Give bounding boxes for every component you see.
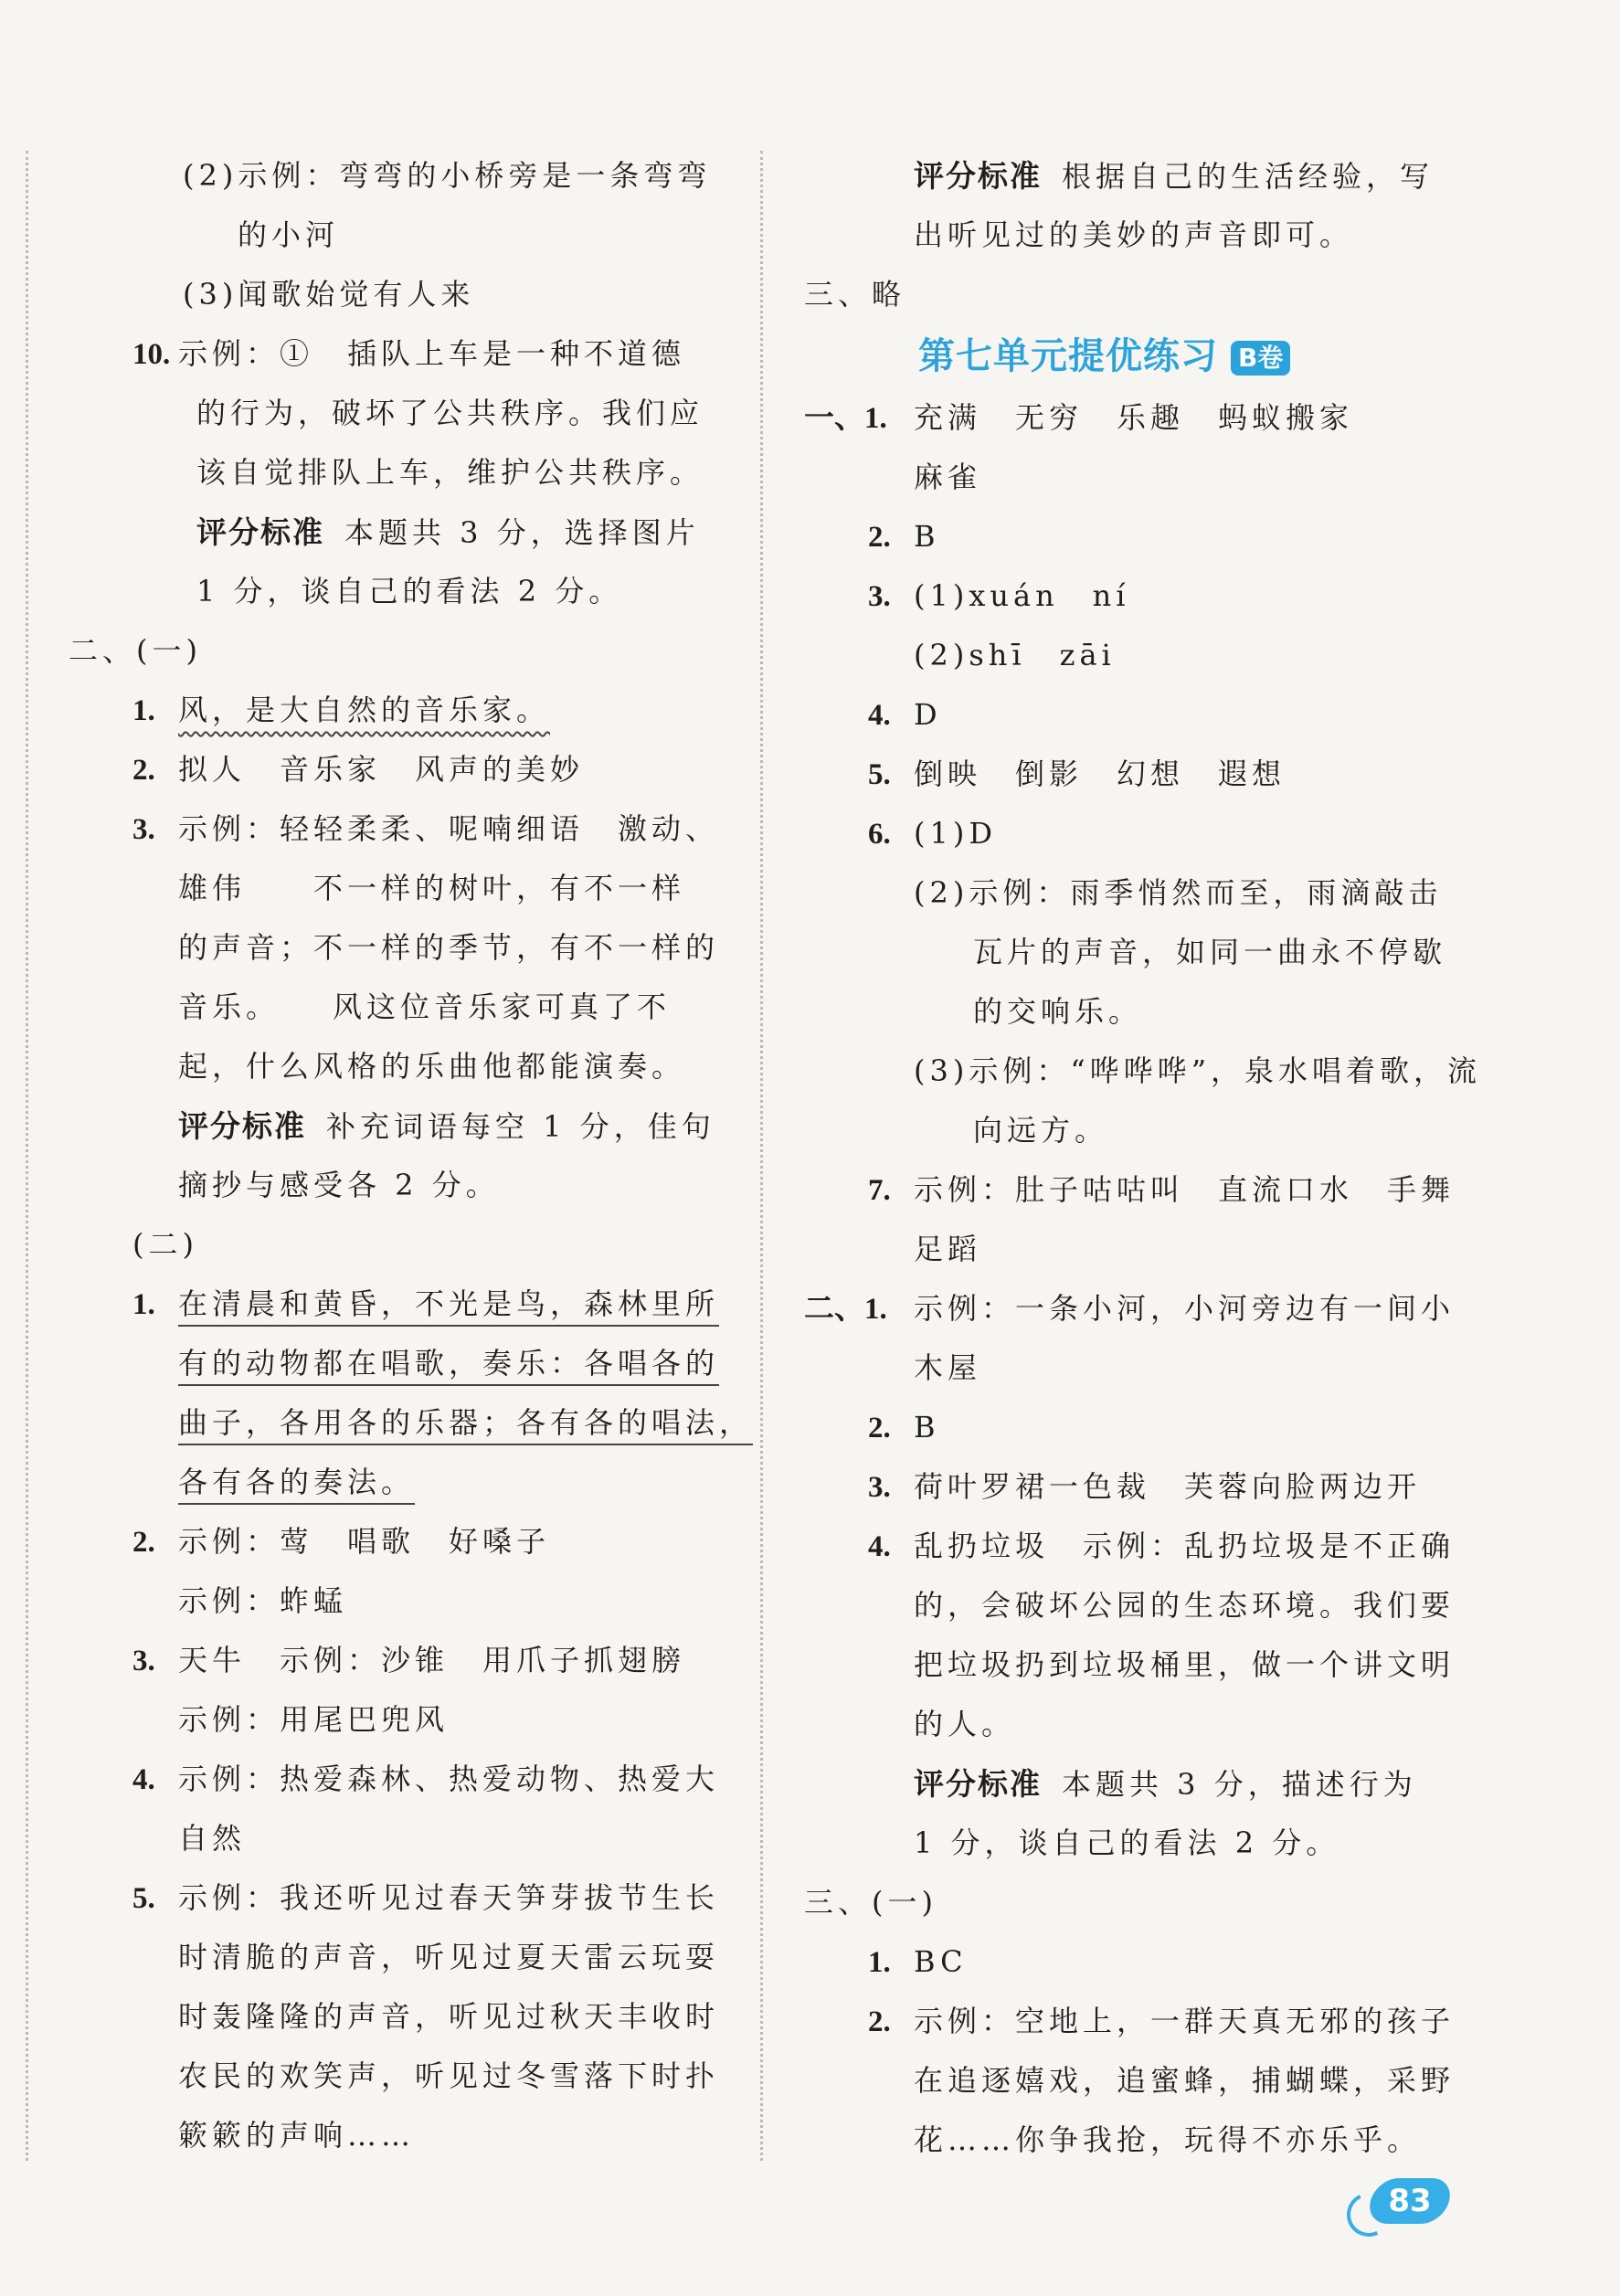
answer-text: 荷叶罗裙一色裁 芙蓉向脸两边开 xyxy=(914,1469,1422,1504)
answer-text: 农民的欢笑声，听见过冬雪落下时扑 xyxy=(178,2058,720,2093)
question-number: 2. xyxy=(868,1412,891,1444)
answer-line xyxy=(69,621,726,681)
answer-line xyxy=(69,206,726,265)
answer-text: 的交响乐。 xyxy=(973,994,1143,1029)
answer-line xyxy=(69,1809,726,1868)
answer-line xyxy=(69,1690,726,1750)
answer-line xyxy=(69,1275,726,1334)
answer-text: 三、(一) xyxy=(804,1885,937,1920)
answer-line xyxy=(804,626,1562,685)
question-number: 5. xyxy=(132,1882,155,1915)
answer-text: 本题共 3 分，选择图片 xyxy=(344,515,700,550)
answer-text: 木屋 xyxy=(914,1350,982,1385)
answer-text: 瓦片的声音，如同一曲永不停歇 xyxy=(973,935,1447,969)
answer-text: 花……你争我抢，玩得不亦乐乎。 xyxy=(914,2122,1422,2157)
answer-line xyxy=(804,745,1562,804)
answer-line xyxy=(804,448,1562,507)
answer-line xyxy=(69,503,726,562)
answer-text: 示例：空地上，一群天真无邪的孩子 xyxy=(914,2004,1456,2038)
answer-line xyxy=(69,2106,726,2165)
answer-line xyxy=(804,2051,1562,2111)
answer-text: 的小河 xyxy=(238,217,340,252)
page-number-badge xyxy=(1343,2174,1453,2231)
wavy-underlined-answer: 风，是大自然的音乐家。 xyxy=(178,693,551,727)
answer-text: 足蹈 xyxy=(914,1232,982,1266)
answer-line xyxy=(804,566,1562,626)
answer-line xyxy=(804,1754,1562,1814)
answer-text: BC xyxy=(914,1944,968,1979)
answer-line xyxy=(69,1987,726,2047)
answer-text: 根据自己的生活经验，写 xyxy=(1062,159,1435,194)
answer-text: 起，什么风格的乐曲他都能演奏。 xyxy=(178,1049,686,1084)
answer-line xyxy=(804,1398,1562,1457)
answer-text: B xyxy=(914,519,940,554)
answer-line xyxy=(804,1042,1562,1101)
answer-line xyxy=(69,562,726,621)
answer-line xyxy=(804,923,1562,982)
answer-text: (二) xyxy=(132,1227,198,1262)
page-number: 83 xyxy=(1388,2183,1432,2219)
column-divider-dotted-line xyxy=(760,151,763,2161)
question-number: 1. xyxy=(868,1946,891,1979)
answer-line xyxy=(69,146,726,206)
underlined-answer: 各有各的奏法。 xyxy=(178,1465,416,1499)
answer-line xyxy=(804,1160,1562,1220)
answer-line xyxy=(804,388,1562,448)
question-number: 3. xyxy=(132,813,155,846)
underlined-answer: 在清晨和黄昏，不光是鸟，森林里所 xyxy=(178,1286,720,1321)
answer-line xyxy=(804,146,1562,206)
answer-text: 时清脆的声音，听见过夏天雷云玩耍 xyxy=(178,1940,720,1974)
answer-text: 自然 xyxy=(178,1821,247,1856)
answer-line xyxy=(804,982,1562,1042)
underlined-answer: 曲子，各用各的乐器；各有各的唱法， xyxy=(178,1405,754,1440)
answer-text: 补充词语每空 1 分，佳句 xyxy=(326,1109,715,1144)
left-margin-dotted-line xyxy=(26,151,28,2161)
section-title-text: 第七单元提优练习 xyxy=(918,335,1218,377)
answer-line xyxy=(69,1215,726,1275)
answer-text: 把垃圾扔到垃圾桶里，做一个讲文明 xyxy=(914,1647,1456,1682)
answer-text: 的行为，破坏了公共秩序。我们应 xyxy=(196,396,704,430)
answer-text: D xyxy=(914,697,942,732)
question-number: 7. xyxy=(868,1174,891,1207)
answer-line xyxy=(69,324,726,384)
answer-text: 示例：用尾巴兜风 xyxy=(178,1702,450,1737)
answer-line xyxy=(804,1814,1562,1873)
answer-line xyxy=(804,804,1562,863)
answer-text: (2)示例：雨季悄然而至，雨滴敲击 xyxy=(914,875,1443,910)
answer-text: 摘抄与感受各 2 分。 xyxy=(178,1168,500,1202)
answer-line xyxy=(804,1932,1562,1992)
answer-line xyxy=(69,859,726,918)
answer-text: 1 分，谈自己的看法 2 分。 xyxy=(196,574,623,608)
answer-line xyxy=(804,1338,1562,1398)
section-title xyxy=(804,324,1562,388)
answer-line xyxy=(804,1576,1562,1635)
answer-text: (1)xuán ní xyxy=(914,578,1130,613)
answer-text: 麻雀 xyxy=(914,460,982,494)
question-number: 1. xyxy=(132,1288,155,1321)
answer-text: 三、略 xyxy=(804,277,906,312)
answer-line xyxy=(804,863,1562,923)
right-column-top xyxy=(804,146,1562,324)
answer-text: (3)闻歌始觉有人来 xyxy=(183,277,475,312)
answer-text: 示例：蚱蜢 xyxy=(178,1583,348,1618)
answer-line xyxy=(69,1571,726,1631)
answer-line xyxy=(804,1873,1562,1932)
answer-line xyxy=(804,1695,1562,1754)
answer-line xyxy=(69,443,726,503)
answer-text: 的声音；不一样的季节，有不一样的 xyxy=(178,930,720,965)
answer-text: 示例：轻轻柔柔、呢喃细语 激动、 xyxy=(178,811,720,846)
answer-line xyxy=(69,799,726,859)
answer-text: 雄伟 不一样的树叶，有不一样 xyxy=(178,871,686,905)
answer-text: 在追逐嬉戏，追蜜蜂，捕蝴蝶，采野 xyxy=(914,2063,1456,2098)
answer-line xyxy=(69,1037,726,1096)
right-column-answers xyxy=(804,388,1562,2170)
answer-text: 示例：我还听见过春天笋芽拔节生长 xyxy=(178,1880,720,1915)
section-badge: B卷 xyxy=(1231,341,1290,376)
answer-line xyxy=(804,265,1562,324)
answer-text: (1)D xyxy=(914,816,997,851)
answer-line xyxy=(804,1279,1562,1338)
answer-line xyxy=(69,2047,726,2106)
answer-text: 示例：热爱森林、热爱动物、热爱大 xyxy=(178,1762,720,1796)
left-column xyxy=(69,146,754,2165)
question-number: 2. xyxy=(868,521,891,554)
scoring-criteria-label: 评分标准 xyxy=(914,1766,1042,1802)
answer-text: (2)shī zāi xyxy=(914,638,1116,672)
question-number: 5. xyxy=(868,758,891,791)
answer-text: 时轰隆隆的声音，听见过秋天丰收时 xyxy=(178,1999,720,2034)
question-number: 2. xyxy=(868,2005,891,2038)
answer-line xyxy=(804,685,1562,745)
answer-text: 本题共 3 分，描述行为 xyxy=(1062,1767,1417,1802)
answer-line xyxy=(69,384,726,443)
answer-line xyxy=(69,265,726,324)
answer-line xyxy=(69,1156,726,1215)
answer-text: 的人。 xyxy=(914,1707,1016,1741)
answer-text: 倒映 倒影 幻想 遐想 xyxy=(914,757,1286,791)
answer-line xyxy=(804,1635,1562,1695)
question-number: 10. xyxy=(132,338,171,371)
answer-text: 的，会破坏公园的生态环境。我们要 xyxy=(914,1588,1456,1623)
answer-line xyxy=(804,1992,1562,2051)
question-number: 一、1. xyxy=(804,402,887,435)
question-number: 6. xyxy=(868,818,891,851)
answer-text: 拟人 音乐家 风声的美妙 xyxy=(178,752,585,787)
answer-line xyxy=(69,1334,726,1393)
scoring-criteria-label: 评分标准 xyxy=(196,514,324,550)
answer-line xyxy=(804,1517,1562,1576)
answer-line xyxy=(69,1453,726,1512)
question-number: 4. xyxy=(132,1763,155,1796)
answer-text: 二、(一) xyxy=(69,633,202,668)
answer-line xyxy=(804,206,1562,265)
answer-text: 示例：肚子咕咕叫 直流口水 手舞 xyxy=(914,1172,1456,1207)
scoring-criteria-label: 评分标准 xyxy=(914,158,1042,194)
question-number: 1. xyxy=(132,694,155,727)
answer-line xyxy=(69,681,726,740)
answer-text: (2)示例：弯弯的小桥旁是一条弯弯 xyxy=(183,158,712,193)
answer-line xyxy=(69,1631,726,1690)
answer-text: 示例：莺 唱歌 好嗓子 xyxy=(178,1524,551,1559)
answer-line xyxy=(69,740,726,799)
answer-text: 充满 无穷 乐趣 蚂蚁搬家 xyxy=(914,400,1354,435)
question-number: 3. xyxy=(868,580,891,613)
answer-line xyxy=(804,1101,1562,1160)
answer-text: 该自觉排队上车，维护公共秩序。 xyxy=(196,455,704,490)
answer-text: 音乐。 风这位音乐家可真了不 xyxy=(178,989,672,1024)
answer-line xyxy=(69,1750,726,1809)
question-number: 3. xyxy=(868,1471,891,1504)
answer-text: 天牛 示例：沙锥 用爪子抓翅膀 xyxy=(178,1643,686,1677)
question-number: 二、1. xyxy=(804,1293,887,1326)
answer-line xyxy=(804,2111,1562,2170)
right-column xyxy=(804,146,1562,2170)
answer-text: 1 分，谈自己的看法 2 分。 xyxy=(914,1825,1340,1860)
answer-line xyxy=(804,507,1562,566)
scoring-criteria-label: 评分标准 xyxy=(178,1108,306,1144)
answer-line xyxy=(69,978,726,1037)
answer-line xyxy=(69,1928,726,1987)
answer-line xyxy=(69,1096,726,1156)
answer-text: (3)示例：“哗哗哗”，泉水唱着歌，流 xyxy=(914,1053,1482,1088)
answer-text: 出听见过的美妙的声音即可。 xyxy=(914,217,1354,252)
underlined-answer: 有的动物都在唱歌，奏乐：各唱各的 xyxy=(178,1346,720,1381)
answer-line xyxy=(69,1868,726,1928)
answer-line xyxy=(69,1393,754,1453)
answer-line xyxy=(804,1457,1562,1517)
answer-text: B xyxy=(914,1410,940,1444)
answer-text: 向远方。 xyxy=(973,1113,1109,1148)
answer-line xyxy=(69,918,726,978)
answer-text: 乱扔垃圾 示例：乱扔垃圾是不正确 xyxy=(914,1529,1456,1563)
answer-text: 示例：一条小河，小河旁边有一间小 xyxy=(914,1291,1456,1326)
question-number: 3. xyxy=(132,1645,155,1677)
question-number: 4. xyxy=(868,1530,891,1563)
question-number: 2. xyxy=(132,754,155,787)
question-number: 2. xyxy=(132,1526,155,1559)
answer-text: 示例：① 插队上车是一种不道德 xyxy=(178,336,686,371)
answer-line xyxy=(804,1220,1562,1279)
answer-line xyxy=(69,1512,726,1571)
answer-text: 簌簌的声响…… xyxy=(178,2118,416,2153)
question-number: 4. xyxy=(868,699,891,732)
